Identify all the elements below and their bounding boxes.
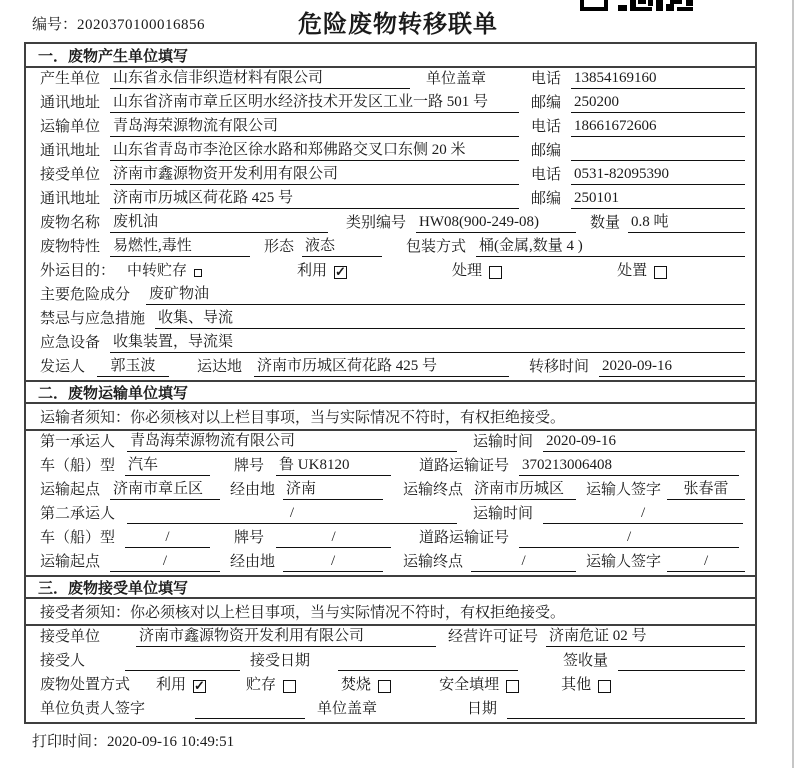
receiver-phone-label: 电话 — [531, 167, 562, 183]
transporter-unit-row — [26, 116, 755, 140]
transporter-notice: 运输者须知：你必须核对以上栏目事项，当与实际情况不符时，有权拒绝接受。 — [26, 404, 755, 431]
waste-property-label: 废物特性 — [40, 239, 101, 255]
page-title: 危险废物转移联单 — [298, 12, 498, 38]
section1-header: 一．废物产生单位填写 — [26, 44, 755, 68]
route2-start-label: 运输起点 — [40, 554, 101, 570]
taboo-measures-label: 禁忌与应急措施 — [40, 311, 146, 327]
acceptor-row — [26, 650, 755, 674]
vehicle2-type-value: / — [125, 528, 210, 548]
transporter-zip-label: 邮编 — [531, 143, 562, 159]
disposal-option-store — [246, 676, 296, 695]
route2-row — [26, 551, 755, 575]
purpose-option-transfer — [127, 262, 202, 281]
receiver-address-label: 通讯地址 — [40, 191, 101, 207]
disposal-method-label: 废物处置方式 — [40, 677, 131, 693]
transporter-phone-group — [531, 117, 745, 137]
disposal-option-use — [156, 676, 206, 695]
first-carrier-row — [26, 431, 755, 455]
waste-code-value: HW08(900-249-08) — [416, 213, 576, 233]
producer-zip-value: 250200 — [571, 93, 745, 113]
transporter-address-row — [26, 140, 755, 164]
receiver-unit-value: 济南市鑫源物资开发利用有限公司 — [110, 165, 519, 185]
transporter-zip-value — [571, 142, 745, 161]
transporter-zip-group — [531, 142, 745, 161]
checkbox-unchecked-icon — [506, 680, 519, 693]
route1-sign-value: 张春雷 — [667, 480, 745, 500]
producer-unit-label: 产生单位 — [40, 71, 101, 87]
destination-value: 济南市历城区荷花路 425 号 — [254, 357, 509, 377]
sign-date-label: 日期 — [467, 701, 498, 717]
disposal-other-label: 其他 — [561, 677, 592, 693]
route2-start-value: / — [110, 552, 220, 572]
producer-address-row — [26, 92, 755, 116]
vehicle2-plate-label: 牌号 — [234, 530, 265, 546]
hazard-component-value: 废矿物油 — [146, 285, 745, 305]
vehicle1-plate-value: 鲁 UK8120 — [276, 456, 391, 476]
waste-form-label: 形态 — [264, 239, 295, 255]
sign-date-value — [507, 700, 745, 719]
route1-end-label: 运输终点 — [403, 482, 464, 498]
producer-unit-value: 山东省永信非织造材料有限公司 — [110, 69, 410, 89]
receiver-unit-row — [26, 164, 755, 188]
producer-phone-group — [531, 69, 745, 89]
checkbox-checked-icon — [193, 680, 206, 693]
route1-row — [26, 479, 755, 503]
disposal-option-landfill — [439, 676, 519, 695]
vehicle1-cert-value: 370213006408 — [519, 456, 739, 476]
dispatcher-label: 发运人 — [40, 359, 86, 375]
receiver-unit-label: 接受单位 — [40, 167, 101, 183]
transporter-phone-label: 电话 — [531, 119, 562, 135]
receiver-zip-label: 邮编 — [531, 191, 562, 207]
receiver-zip-group — [531, 189, 745, 209]
waste-qty-label: 数量 — [590, 215, 621, 231]
purpose-transfer-label: 中转贮存 — [127, 263, 188, 279]
route2-via-label: 经由地 — [230, 554, 276, 570]
producer-zip-label: 邮编 — [531, 95, 562, 111]
taboo-measures-row — [26, 308, 755, 332]
form-header — [0, 0, 796, 42]
waste-property-value: 易燃性,毒性 — [110, 237, 250, 257]
producer-address-value: 山东省济南市章丘区明水经济技术开发区工业一路 501 号 — [110, 93, 519, 113]
purpose-option-treat — [452, 262, 502, 281]
packing-value: 桶(金属,数量 4 ) — [476, 237, 745, 257]
checkbox-unchecked-icon — [489, 266, 502, 279]
dispatch-row — [26, 356, 755, 380]
route1-start-value: 济南市章丘区 — [110, 480, 220, 500]
license-label: 经营许可证号 — [448, 629, 539, 645]
route1-via-label: 经由地 — [230, 482, 276, 498]
accepting-unit-label: 接受单位 — [40, 629, 101, 645]
disposal-option-other — [561, 676, 611, 695]
purpose-use-label: 利用 — [297, 263, 328, 279]
waste-code-label: 类别编号 — [346, 215, 407, 231]
transport-purpose-label: 外运目的： — [40, 263, 116, 279]
second-carrier-value: / — [127, 504, 457, 524]
producer-unit-row — [26, 68, 755, 92]
form-number-label: 编号： — [32, 17, 78, 33]
emergency-equipment-row — [26, 332, 755, 356]
route2-sign-label: 运输人签字 — [586, 554, 662, 570]
route2-via-value: / — [283, 552, 383, 572]
print-time — [32, 730, 796, 751]
receiver-notice: 接受者须知：你必须核对以上栏目事项，当与实际情况不符时，有权拒绝接受。 — [26, 599, 755, 626]
transport-time2-label: 运输时间 — [473, 506, 534, 522]
receipt-qty-value — [618, 652, 745, 671]
accept-date-label: 接受日期 — [250, 653, 311, 669]
section2-header: 二．废物运输单位填写 — [26, 380, 755, 404]
vehicle2-cert-value: / — [519, 528, 739, 548]
waste-name-value: 废机油 — [110, 213, 328, 233]
producer-phone-label: 电话 — [531, 71, 562, 87]
checkbox-unchecked-icon — [598, 680, 611, 693]
disposal-option-burn — [341, 676, 391, 695]
route2-end-label: 运输终点 — [403, 554, 464, 570]
purpose-option-use — [297, 262, 347, 281]
second-carrier-label: 第二承运人 — [40, 506, 116, 522]
route2-sign-value: / — [667, 552, 745, 572]
route1-start-label: 运输起点 — [40, 482, 101, 498]
checkbox-unchecked-icon — [283, 680, 296, 693]
purpose-option-dispose — [617, 262, 667, 281]
form-number-value: 2020370100016856 — [77, 17, 206, 33]
transporter-phone-value: 18661672606 — [571, 117, 745, 137]
receiver-address-value: 济南市历城区荷花路 425 号 — [110, 189, 519, 209]
route2-end-value: / — [471, 552, 576, 572]
transfer-time-label: 转移时间 — [529, 359, 590, 375]
transport-purpose-row — [26, 260, 755, 284]
first-carrier-label: 第一承运人 — [40, 434, 116, 450]
packing-label: 包装方式 — [406, 239, 467, 255]
acceptor-value — [125, 652, 240, 671]
vehicle1-cert-label: 道路运输证号 — [419, 458, 510, 474]
vehicle2-plate-value: / — [276, 528, 391, 548]
receipt-qty-label: 签收量 — [563, 653, 609, 669]
print-time-label: 打印时间： — [32, 734, 108, 750]
receiver-phone-value: 0531-82095390 — [571, 165, 745, 185]
receiver-zip-value: 250101 — [571, 189, 745, 209]
waste-form-value: 液态 — [302, 237, 382, 257]
checkbox-unchecked-icon — [194, 269, 202, 277]
accept-date-value — [338, 652, 518, 671]
accepting-unit-row — [26, 626, 755, 650]
disposal-use-label: 利用 — [156, 677, 187, 693]
vehicle1-row — [26, 455, 755, 479]
route1-end-value: 济南市历城区 — [471, 480, 576, 500]
responsible-sign-row — [26, 698, 755, 722]
receiver-phone-group — [531, 165, 745, 185]
responsible-sign-label: 单位负责人签字 — [40, 701, 146, 717]
transport-time2-value: / — [543, 504, 743, 524]
taboo-measures-value: 收集、导流 — [155, 309, 745, 329]
hazard-component-label: 主要危险成分 — [40, 287, 131, 303]
checkbox-unchecked-icon — [378, 680, 391, 693]
section3-header: 三．废物接受单位填写 — [26, 575, 755, 599]
responsible-sign-value — [195, 700, 305, 719]
transporter-unit-value: 青岛海荣源物流有限公司 — [110, 117, 519, 137]
waste-qty-value: 0.8 吨 — [628, 213, 745, 233]
vehicle1-plate-label: 牌号 — [234, 458, 265, 474]
waste-property-row — [26, 236, 755, 260]
transport-time1-value: 2020-09-16 — [543, 432, 745, 452]
route1-via-value: 济南 — [283, 480, 383, 500]
acceptor-label: 接受人 — [40, 653, 86, 669]
transporter-address-value: 山东省青岛市李沧区徐水路和郑佛路交叉口东侧 20 米 — [110, 141, 519, 161]
transport-time1-label: 运输时间 — [473, 434, 534, 450]
accepting-unit-value: 济南市鑫源物资开发利用有限公司 — [136, 627, 436, 647]
vehicle1-type-value: 汽车 — [125, 456, 210, 476]
unit-seal-label: 单位盖章 — [317, 701, 378, 717]
purpose-treat-label: 处理 — [452, 263, 483, 279]
disposal-method-row — [26, 674, 755, 698]
disposal-store-label: 贮存 — [246, 677, 277, 693]
disposal-burn-label: 焚烧 — [341, 677, 372, 693]
producer-address-label: 通讯地址 — [40, 95, 101, 111]
transporter-address-label: 通讯地址 — [40, 143, 101, 159]
vehicle1-type-label: 车（船）型 — [40, 458, 116, 474]
second-carrier-row — [26, 503, 755, 527]
emergency-equipment-value: 收集装置，导流渠 — [110, 333, 745, 353]
destination-label: 运达地 — [197, 359, 243, 375]
page-edge-divider — [792, 0, 794, 768]
vehicle2-cert-label: 道路运输证号 — [419, 530, 510, 546]
transfer-time-value: 2020-09-16 — [599, 357, 745, 377]
disposal-landfill-label: 安全填埋 — [439, 677, 500, 693]
hazard-component-row — [26, 284, 755, 308]
checkbox-checked-icon — [334, 266, 347, 279]
route1-sign-label: 运输人签字 — [586, 482, 662, 498]
first-carrier-value: 青岛海荣源物流有限公司 — [127, 432, 457, 452]
waste-name-label: 废物名称 — [40, 215, 101, 231]
form-table — [24, 42, 757, 724]
dispatcher-value: 郭玉波 — [97, 357, 169, 377]
producer-zip-group — [531, 93, 745, 113]
producer-phone-value: 13854169160 — [571, 69, 745, 89]
checkbox-unchecked-icon — [654, 266, 667, 279]
emergency-equipment-label: 应急设备 — [40, 335, 101, 351]
receiver-address-row — [26, 188, 755, 212]
purpose-dispose-label: 处置 — [617, 263, 648, 279]
transporter-unit-label: 运输单位 — [40, 119, 101, 135]
print-time-value: 2020-09-16 10:49:51 — [107, 734, 235, 750]
vehicle2-row — [26, 527, 755, 551]
vehicle2-type-label: 车（船）型 — [40, 530, 116, 546]
producer-seal-label: 单位盖章 — [426, 71, 487, 87]
qr-code-fragment-icon — [580, 0, 700, 11]
waste-name-row — [26, 212, 755, 236]
license-value: 济南危证 02 号 — [546, 627, 745, 647]
